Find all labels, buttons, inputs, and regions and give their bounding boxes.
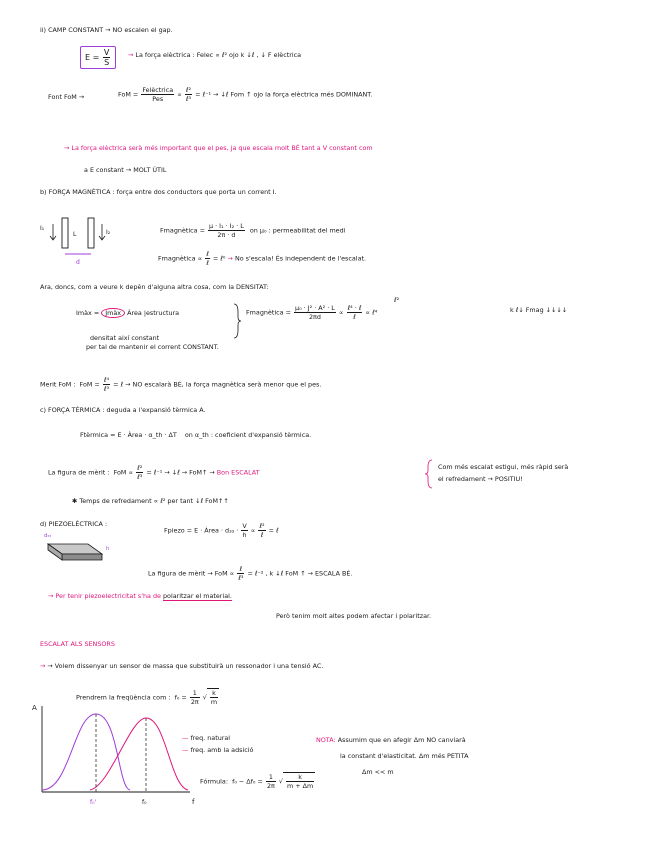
arrow-down-icon: [50, 224, 56, 240]
legend-added: — freq. amb la adsició: [182, 746, 254, 754]
fom-formula: FoM = $\frac{\text{Felèctrica}}{\text{Pes}}$ ∝ $\frac{\text{ℓ²}}{\text{ℓ³}}$ = ℓ⁻¹ → ↓ℓ Fom ↑ ojo la força elèctrica més DOMINANT.: [118, 86, 373, 103]
l-label: L: [73, 231, 77, 238]
conductor-2: [88, 218, 94, 248]
legend-natural: — freq. natural: [182, 734, 231, 742]
electric-force-note: → La força elèctrica : Felec ∝ ℓ² ojo k ↓ℓ , ↓ F elèctrica: [128, 51, 302, 59]
resonance-plot: [30, 700, 210, 810]
nota-line-3: Δm << m: [362, 768, 394, 776]
block-front: [62, 554, 102, 560]
axis-y-label: A: [32, 704, 37, 712]
fom-magnetic: Merit FoM : FoM = $\frac{\text{ℓ⁴}}{\text{ℓ³}}$ = ℓ → NO escalarà BÉ, la força magnètica serà menor que el pes.: [40, 376, 322, 393]
piezo-formula: Fpiezo = E · Àrea · d₃₃ · $\frac{V}{h}$ ∝ $\frac{\text{ℓ²}}{\text{ℓ}}$ = ℓ: [164, 522, 279, 539]
sensors-heading: ESCALAT ALS SENSORS: [40, 640, 115, 648]
nota-line-1: NOTA: Assumim que en afegir Δm NO canviarà: [316, 736, 466, 744]
v-over-s: $\frac{V}{S}$: [103, 48, 110, 67]
natural-frequency-curve: [42, 714, 130, 790]
fmag-formula: Fmagnètica = $\frac{\text{μ · I₁ · I₂ · L}}{2\pi \cdot d}$ on μ₀ : permeabilitat del medi: [160, 222, 346, 239]
density-note: densitat així constant: [90, 334, 160, 342]
electric-bullet: → La força elèctrica serà més important que el pes, ja que escala molt BÉ tant a V constant com: [64, 144, 373, 152]
brace-icon: [232, 304, 242, 338]
fmag-scaling: Fmagnètica ∝ $\frac{\text{ℓ}}{\text{ℓ}}$ = ℓ⁰ → No s'escala! És independent de l'escalat.: [158, 250, 367, 267]
nota-line-2: la constant d'elasticitat. Δm més PETITA: [340, 752, 469, 760]
thermal-side-note-2: el refredament → POSITIU!: [438, 475, 523, 483]
tick-f0-prime: f₀': [90, 799, 97, 806]
fmag-density-formula: Fmagnètica = $\frac{\text{μ₀ · J² · A² · L}}{2\pi d}$ ∝ $\frac{\text{ℓ⁴ · ℓ}}{\text{ℓ}}$ ∝ ℓ⁴: [246, 304, 378, 321]
jmax-circled: Jmàx: [101, 308, 125, 318]
section-c-heading: c) FORÇA TÈRMICA : deguda a l'expansió tèrmica A.: [40, 406, 206, 414]
axis-x-label: f: [192, 798, 195, 806]
conductors-diagram: [40, 210, 120, 270]
added-mass-curve: [90, 718, 188, 790]
piezo-merit: La figura de mèrit → FoM ∝ $\frac{\text{ℓ}}{\text{ℓ³}}$ = ℓ⁻² , k ↓ℓ FoM ↑ → ESCALA BÉ.: [148, 565, 353, 582]
i1-label: I₁: [40, 225, 45, 232]
cooling-time: ✱ Temps de refredament ∝ ℓ² per tant ↓ℓ FoM↑↑: [72, 497, 229, 505]
sensors-bullet: → → Volem dissenyar un sensor de massa que substituirà un ressonador i una tensió AC.: [40, 662, 324, 670]
arrow-down-icon: [99, 224, 105, 240]
d33-label: d₃₃: [44, 533, 52, 539]
section-d-heading: d) PIEZOELÈCTRICA :: [40, 520, 108, 528]
electric-bullet-cont: a E constant → MOLT ÚTIL: [84, 166, 167, 174]
piezo-bullet: → Per tenir piezoelectricitat s'ha de polaritzar el material.: [48, 592, 232, 600]
field-formula-box: E = $\frac{V}{S}$: [80, 46, 116, 69]
i2-label: I₂: [106, 229, 111, 236]
thermal-side-note: Com més escalat estigui, més ràpid serà: [438, 463, 569, 471]
brace-icon: [424, 460, 434, 488]
h-label: h: [106, 546, 110, 552]
fmag-decrease: k ℓ↓ Fmag ↓↓↓↓: [510, 306, 568, 314]
tick-f0: f₀: [142, 799, 147, 806]
density-line: Ara, doncs, com a veure k depèn d'alguna altra cosa, com la DENSITAT:: [40, 283, 269, 291]
d-label: d: [76, 259, 80, 266]
piezo-block-diagram: [42, 530, 122, 570]
section-ii-heading: ii) CAMP CONSTANT → NO escalen el gap.: [40, 26, 173, 34]
e-symbol: E: [85, 53, 91, 62]
conductor-1: [62, 218, 68, 248]
frequency-line: Prendrem la freqüència com : f₀ = $\frac{1}{2\pi}$ √ $\frac{k}{m}$: [76, 689, 218, 706]
thermal-merit: La figura de mèrit : FoM ∝ $\frac{\text{ℓ²}}{\text{ℓ³}}$ = ℓ⁻¹ → ↓ℓ → FoM↑ → Bon ESCALAT: [48, 464, 260, 481]
shift-formula: Fórmula: f₀ − Δf₀ = $\frac{1}{2\pi}$ √ $\frac{k}{m + \Delta m}$: [200, 773, 314, 790]
fom-label: Font FoM →: [48, 93, 85, 101]
section-b-heading: b) FORÇA MAGNÈTICA : força entre dos conductors que porta un corrent I.: [40, 188, 277, 196]
thermal-formula: Ftèrmica = E · Àrea · α_th · ΔT on α_th : coeficient d'expansió tèrmica.: [80, 431, 312, 439]
imax-formula: Imàx = Jmàx Àrea |estructura: [76, 309, 180, 317]
l-squared-sup: ℓ²: [394, 296, 400, 304]
piezo-bullet-2: Però tenim molt altes podem afectar i polaritzar.: [276, 612, 432, 620]
current-note: per tal de mantenir el corrent CONSTANT.: [86, 343, 219, 351]
